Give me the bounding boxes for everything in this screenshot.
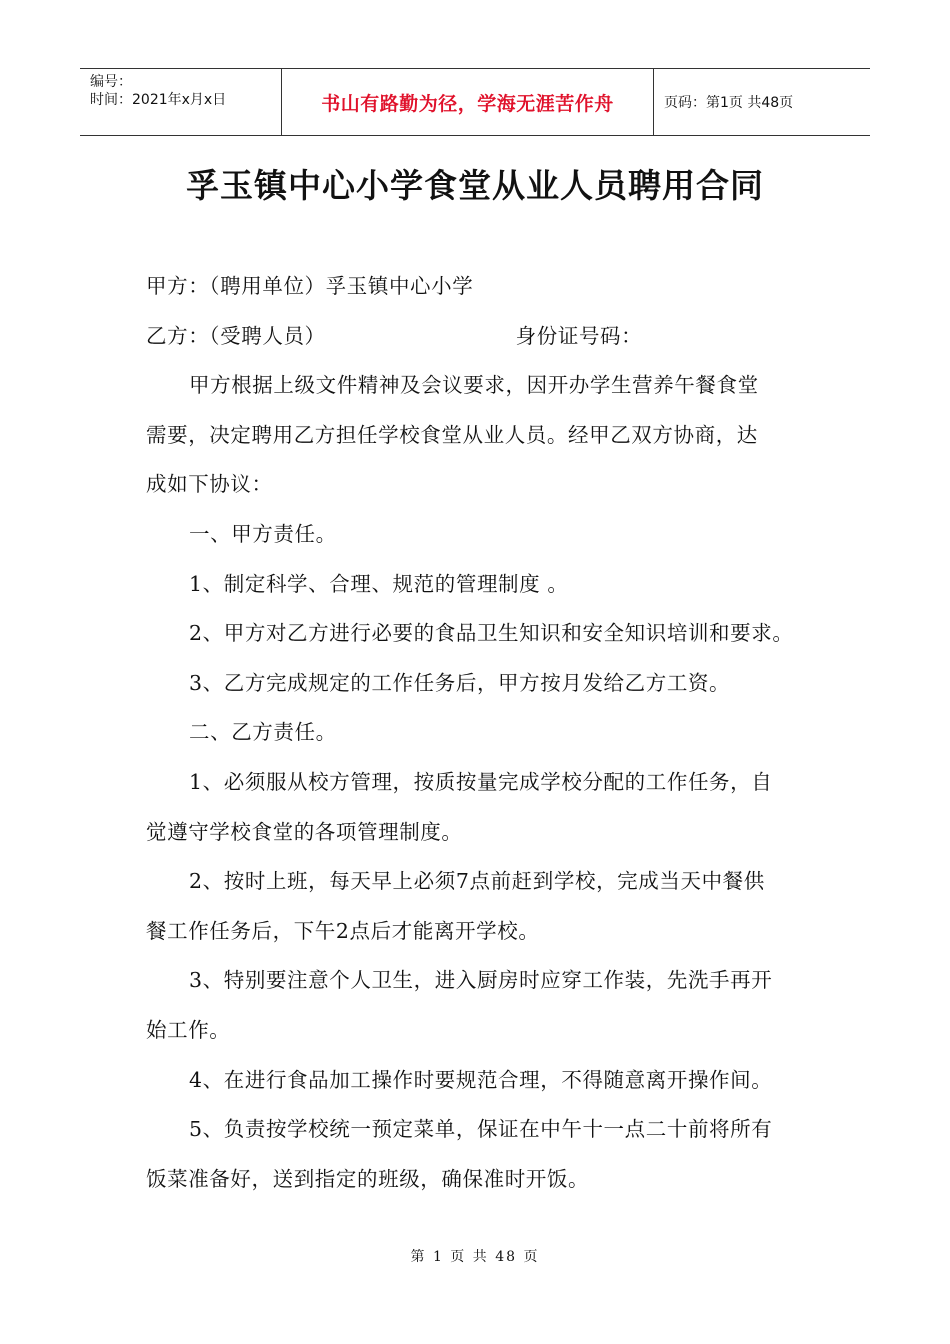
document-header xyxy=(80,68,870,136)
clause-line: 3、特别要注意个人卫生，进入厨房时应穿工作装，先洗手再开 xyxy=(189,968,773,993)
clause-line: 2、按时上班，每天早上必须7点前赶到学校，完成当天中餐供 xyxy=(189,869,765,894)
clause-line: 3、乙方完成规定的工作任务后，甲方按月发给乙方工资。 xyxy=(189,670,731,695)
clause-line: 成如下协议： xyxy=(146,472,273,497)
clause-line: 需要，决定聘用乙方担任学校食堂从业人员。经甲乙双方协商，达 xyxy=(146,422,758,447)
party-b-label: 乙方：（受聘人员） xyxy=(146,323,326,348)
contract-clauses xyxy=(146,361,826,1204)
clause-line: 2、甲方对乙方进行必要的食品卫生知识和安全知识培训和要求。 xyxy=(189,621,794,646)
contract-body xyxy=(146,262,826,1204)
clause-line: 1、必须服从校方管理，按质按量完成学校分配的工作任务，自 xyxy=(189,769,773,794)
clause-line: 饭菜准备好，送到指定的班级，确保准时开饭。 xyxy=(146,1166,590,1191)
clause-line: 二、乙方责任。 xyxy=(189,720,337,745)
header-slogan: 书山有路勤为径，学海无涯苦作舟 xyxy=(282,69,654,135)
clause-line: 甲方根据上级文件精神及会议要求，因开办学生营养午餐食堂 xyxy=(189,373,759,398)
page-footer: 第 1 页 共 48 页 xyxy=(410,1249,540,1265)
party-a-line: 甲方：（聘用单位）孚玉镇中心小学 xyxy=(146,274,474,298)
date-label: 时间：2021年x月x日 xyxy=(90,92,227,108)
clause-line: 4、在进行食品加工操作时要规范合理，不得随意离开操作间。 xyxy=(189,1067,773,1092)
header-page-info: 页码：第1页 共48页 xyxy=(664,95,794,111)
party-b-line xyxy=(146,312,826,362)
clause-line: 一、甲方责任。 xyxy=(189,521,337,546)
clause-line: 餐工作任务后，下午2点后才能离开学校。 xyxy=(146,918,540,943)
number-label: 编号： xyxy=(90,74,132,90)
document-title: 孚玉镇中心小学食堂从业人员聘用合同 xyxy=(186,166,764,205)
clause-line: 1、制定科学、合理、规范的管理制度 。 xyxy=(189,571,569,596)
header-meta xyxy=(80,69,282,135)
clause-line: 5、负责按学校统一预定菜单，保证在中午十一点二十前将所有 xyxy=(189,1117,773,1142)
clause-line: 始工作。 xyxy=(146,1017,231,1042)
id-number-label: 身份证号码： xyxy=(515,323,643,348)
clause-line: 觉遵守学校食堂的各项管理制度。 xyxy=(146,819,463,844)
